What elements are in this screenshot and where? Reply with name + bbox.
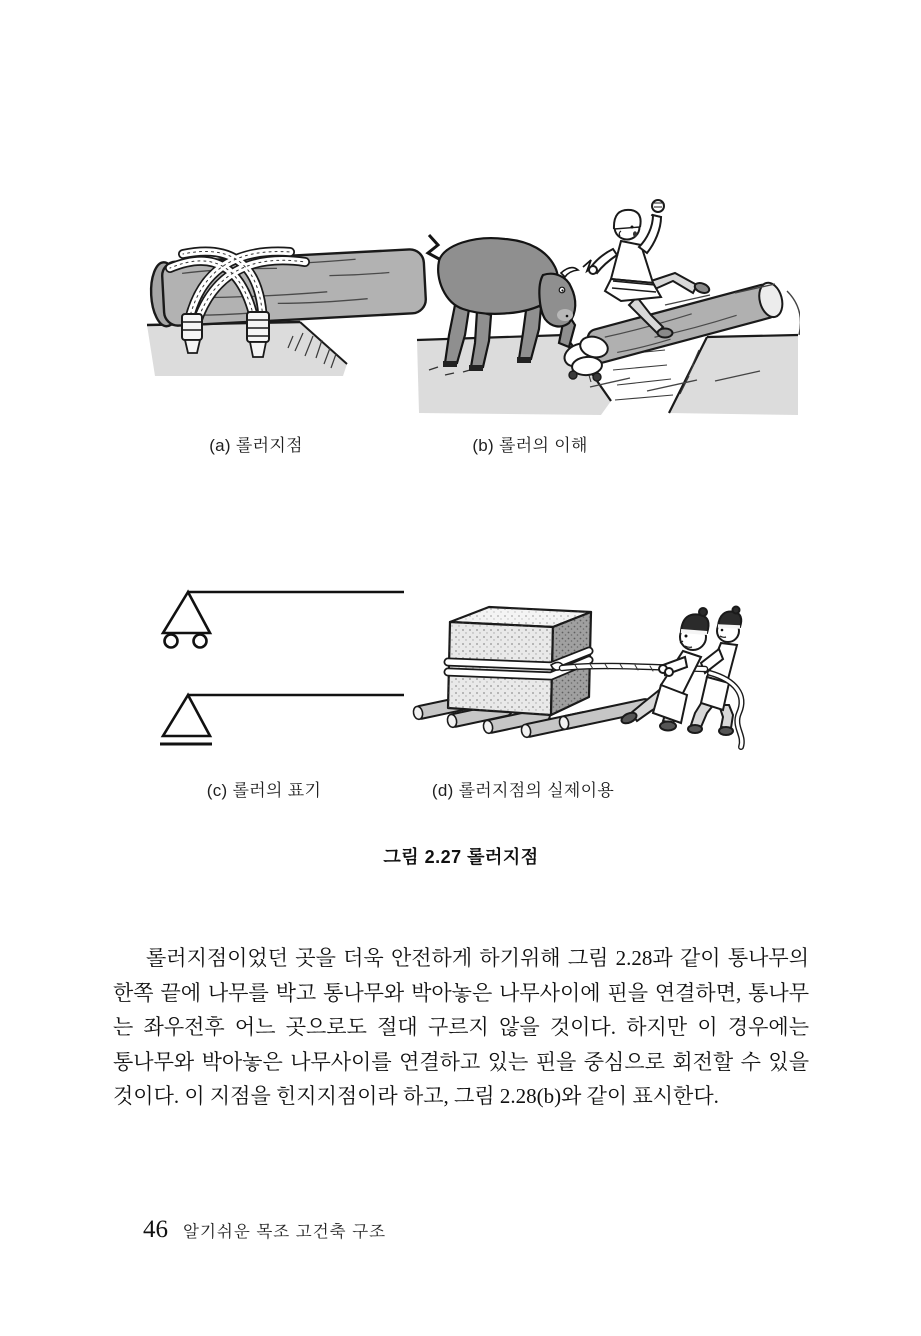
caption-panel-c: (c) 롤러의 표기: [206, 781, 322, 800]
caption-panel-b: (b) 롤러의 이해: [472, 436, 588, 455]
footer-page-number: 46: [143, 1216, 168, 1243]
caption-panel-a: (a) 롤러지점: [209, 436, 303, 455]
roller-symbol-bottom: [160, 695, 404, 744]
roller-practical-use-drawing: [405, 565, 800, 760]
body-line: 롤러지점이었던 곳을 더욱 안전하게 하기위해 그림 2.28과 같이 통나무의: [146, 946, 809, 970]
body-line: 는 좌우전후 어느 곳으로도 절대 구르지 않을 것이다. 하지만 이 경우에는: [113, 1015, 809, 1040]
roller-understanding-illustration: [415, 175, 800, 420]
roller-practical-use-illustration: [405, 565, 800, 760]
roller-understanding-drawing: [415, 175, 800, 420]
footer-book-title: 알기쉬운 목조 고건축 구조: [183, 1223, 387, 1241]
roller-support-illustration: [125, 218, 435, 408]
caption-panel-d: (d) 롤러지점의 실제이용: [431, 781, 615, 800]
roller-symbol-top: [163, 592, 404, 648]
body-paragraph: [113, 941, 809, 1114]
body-line: 한쪽 끝에 나무를 박고 통나무와 박아놓은 나무사이에 핀을 연결하면, 통나무: [113, 980, 809, 1005]
roller-notation-drawing: [150, 578, 415, 753]
roller-notation-diagram: [150, 578, 415, 753]
page-footer: [143, 1216, 386, 1244]
body-line: 통나무와 박아놓은 나무사이를 연결하고 있는 핀을 중심으로 회전할 수 있을: [113, 1049, 809, 1074]
figure-caption: 그림 2.27 롤러지점: [383, 847, 539, 867]
roller-support-drawing: [125, 218, 435, 408]
body-line: 것이다. 이 지점을 힌지지점이라 하고, 그림 2.28(b)와 같이 표시한다.: [113, 1084, 719, 1109]
